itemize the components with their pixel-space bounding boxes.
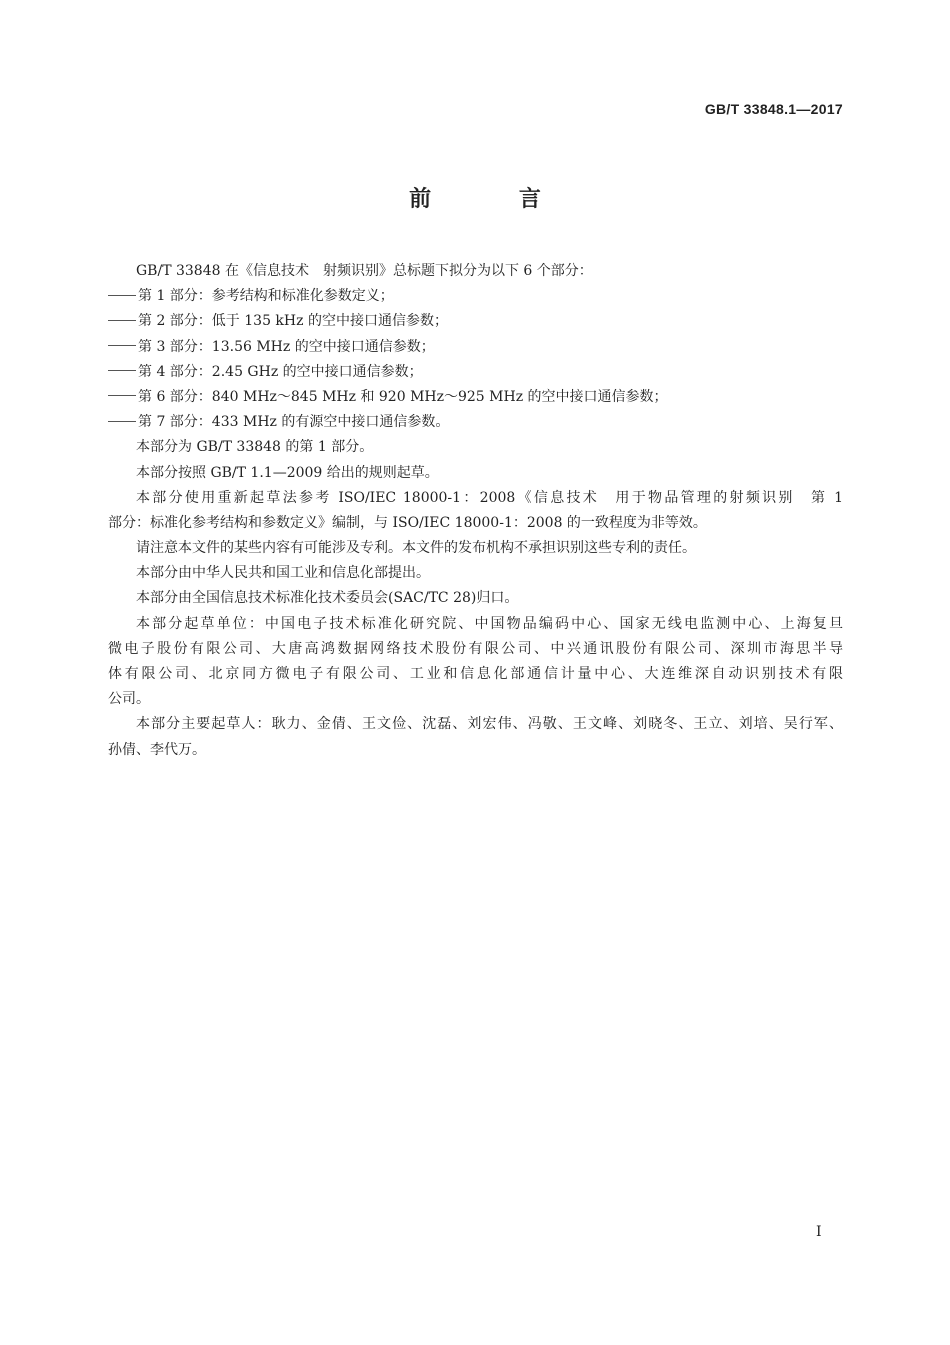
paragraph-line: 部分：标准化参考结构和参数定义》编制，与 ISO/IEC 18000-1：2008 的一致程度为非等效。 bbox=[108, 514, 707, 531]
part-list-item bbox=[108, 360, 843, 385]
paragraph-line: 本部分由全国信息技术标准化技术委员会(SAC/TC 28)归口。 bbox=[136, 590, 519, 607]
part-list-item bbox=[108, 335, 843, 360]
paragraph bbox=[108, 586, 843, 611]
paragraph bbox=[108, 536, 843, 561]
paragraph bbox=[108, 486, 843, 536]
part-list-item bbox=[108, 309, 843, 334]
part-list-item bbox=[108, 284, 843, 309]
part-label: 第 6 部分：840 MHz～845 MHz 和 920 MHz～925 MHz 的空中接口通信参数； bbox=[138, 388, 668, 405]
paragraph-line: 本部分起草单位：中国电子技术标准化研究院、中国物品编码中心、国家无线电监测中心、上海复旦 bbox=[136, 615, 843, 632]
paragraph-line: 公司。 bbox=[108, 691, 150, 708]
paragraph-line: 本部分按照 GB/T 1.1—2009 给出的规则起草。 bbox=[136, 464, 439, 481]
paragraph-line: 微电子股份有限公司、大唐高鸿数据网络技术股份有限公司、中兴通讯股份有限公司、深圳市海思半导 bbox=[108, 640, 843, 657]
standard-number: GB/T 33848.1—2017 bbox=[704, 101, 843, 117]
page-number: I bbox=[816, 1224, 822, 1240]
em-dash-marker bbox=[108, 345, 136, 346]
paragraph-line: 本部分使用重新起草法参考 ISO/IEC 18000-1：2008《信息技术 用于物品管理的射频识别 第 1 bbox=[136, 489, 843, 506]
paragraph-line: 本部分为 GB/T 33848 的第 1 部分。 bbox=[136, 439, 374, 456]
part-label: 第 3 部分：13.56 MHz 的空中接口通信参数； bbox=[138, 338, 435, 355]
paragraph bbox=[108, 561, 843, 586]
intro-text: GB/T 33848 在《信息技术 射频识别》总标题下拟分为以下 6 个部分： bbox=[136, 263, 593, 279]
paragraph-line: 孙倩、李代万。 bbox=[108, 741, 206, 758]
paragraph bbox=[108, 612, 843, 713]
page-title: 前 言 bbox=[409, 187, 581, 212]
part-list-item bbox=[108, 385, 843, 410]
part-label: 第 7 部分：433 MHz 的有源空中接口通信参数。 bbox=[138, 414, 450, 431]
document-body bbox=[108, 259, 843, 763]
part-list-item bbox=[108, 410, 843, 435]
em-dash-marker bbox=[108, 395, 136, 396]
em-dash-marker bbox=[108, 370, 136, 371]
part-label: 第 4 部分：2.45 GHz 的空中接口通信参数； bbox=[138, 363, 423, 380]
em-dash-marker bbox=[108, 320, 136, 321]
paragraph-line: 本部分主要起草人：耿力、金倩、王文俭、沈磊、刘宏伟、冯敬、王文峰、刘晓冬、王立、刘培、吴行军、 bbox=[136, 716, 843, 733]
paragraph-line: 体有限公司、北京同方微电子有限公司、工业和信息化部通信计量中心、大连维深自动识别技术有限 bbox=[108, 666, 843, 682]
paragraph bbox=[108, 435, 843, 460]
paragraph-line: 请注意本文件的某些内容有可能涉及专利。本文件的发布机构不承担识别这些专利的责任。 bbox=[136, 540, 696, 557]
part-label: 第 1 部分：参考结构和标准化参数定义； bbox=[138, 288, 394, 305]
part-label: 第 2 部分：低于 135 kHz 的空中接口通信参数； bbox=[138, 313, 448, 330]
em-dash-marker bbox=[108, 421, 136, 422]
paragraph-line: 本部分由中华人民共和国工业和信息化部提出。 bbox=[136, 565, 430, 582]
em-dash-marker bbox=[108, 295, 136, 296]
paragraph bbox=[108, 712, 843, 762]
paragraph bbox=[108, 461, 843, 486]
